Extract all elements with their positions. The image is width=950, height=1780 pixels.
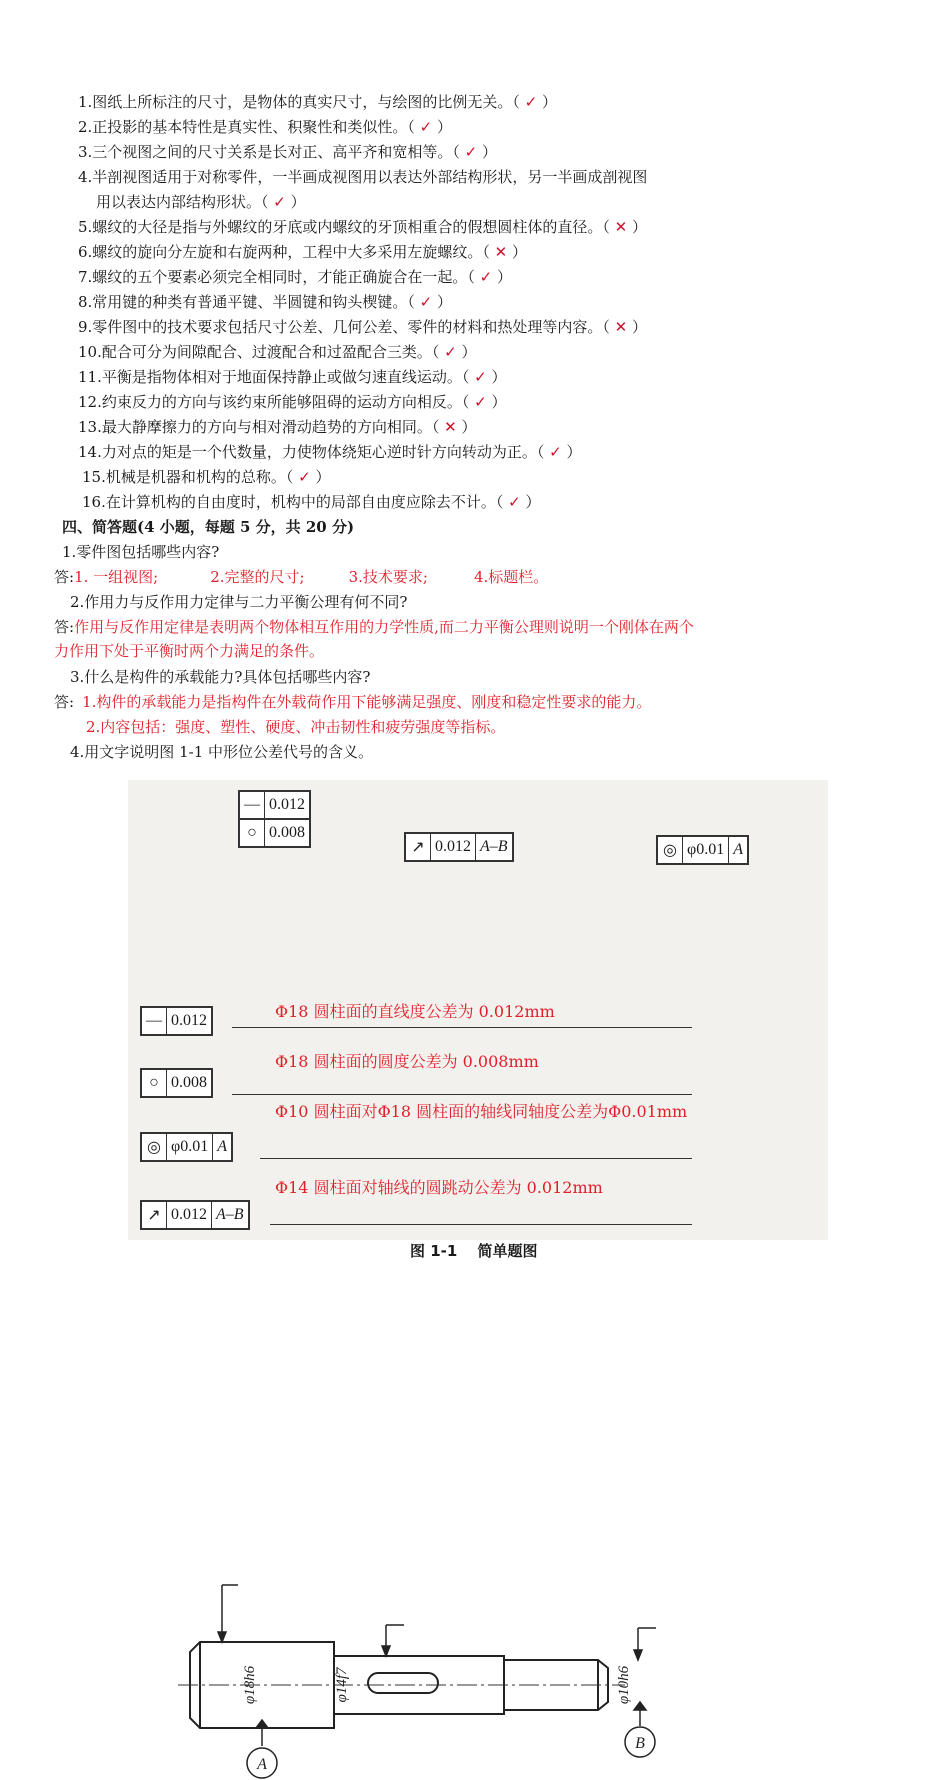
answer-frame-2	[140, 1068, 213, 1098]
answer-text-1: Φ18 圆柱面的直线度公差为 0.012mm	[275, 1002, 555, 1021]
datum-ref: A	[733, 841, 744, 858]
coaxiality-icon: ◎	[142, 1134, 167, 1160]
answer-1: 答:1. 一组视图; 2.完整的尺寸; 3.技术要求; 4.标题栏。	[54, 568, 549, 586]
tolerance-value: 0.008	[269, 824, 305, 841]
roundness-frame	[238, 818, 311, 848]
cross-mark-icon: ✕	[614, 218, 628, 236]
cross-mark-icon: ✕	[444, 418, 457, 436]
tolerance-value: 0.012	[269, 796, 305, 813]
tf-item-6: 6.螺纹的旋向分左旋和右旋两种，工程中大多采用左旋螺纹。（ ✕ ）	[78, 243, 527, 261]
tolerance-value: φ0.01	[167, 1134, 213, 1160]
roundness-icon: ○	[240, 820, 265, 846]
answer-frame-3	[140, 1132, 233, 1162]
tolerance-value: 0.012	[171, 1012, 207, 1029]
check-mark-icon: ✓	[444, 343, 457, 361]
tf-item-4: 4.半剖视图适用于对称零件，一半画成视图用以表达外部结构形状，另一半画成剖视图	[78, 168, 648, 186]
straightness-icon: —	[240, 792, 265, 818]
cross-mark-icon: ✕	[614, 318, 628, 336]
coaxiality-icon: ◎	[658, 837, 683, 863]
check-mark-icon: ✓	[464, 143, 478, 161]
tf-item-13: 13.最大静摩擦力的方向与相对滑动趋势的方向相同。（ ✕ ）	[78, 418, 477, 436]
coaxiality-frame	[656, 835, 749, 865]
tf-item-1: 1.图纸上所标注的尺寸，是物体的真实尺寸，与绘图的比例无关。（ ✓ ）	[78, 93, 557, 111]
tf-item-4-cont: 用以表达内部结构形状。（ ✓ ）	[96, 193, 306, 211]
answer-2: 答:作用与反作用定律是表明两个物体相互作用的力学性质,而二力平衡公理则说明一个刚体在两个	[54, 618, 694, 636]
answer-frame-1	[140, 1006, 213, 1036]
check-mark-icon: ✓	[419, 293, 433, 311]
dim-phi18h6: φ18h6	[242, 1665, 258, 1705]
tf-item-2: 2.正投影的基本特性是真实性、积聚性和类似性。（ ✓ ）	[78, 118, 452, 136]
check-mark-icon: ✓	[474, 368, 487, 386]
tolerance-value: 0.012	[431, 834, 476, 860]
datum-ref: A–B	[216, 1206, 244, 1223]
check-mark-icon: ✓	[479, 268, 493, 286]
cross-mark-icon: ✕	[494, 243, 508, 261]
question-1: 1.零件图包括哪些内容?	[62, 543, 220, 561]
answer-line-1	[232, 1027, 692, 1028]
tf-item-9: 9.零件图中的技术要求包括尺寸公差、几何公差、零件的材料和热处理等内容。（ ✕ ）	[78, 318, 647, 336]
question-3: 3.什么是构件的承载能力?具体包括哪些内容?	[70, 668, 371, 686]
check-mark-icon: ✓	[298, 468, 311, 486]
runout-icon: ↗	[406, 834, 431, 860]
answer-2-cont: 力作用下处于平衡时两个力满足的条件。	[54, 642, 325, 660]
answer-text-4: Φ14 圆柱面对轴线的圆跳动公差为 0.012mm	[275, 1178, 603, 1197]
datum-b-label: B	[635, 1735, 645, 1752]
runout-icon: ↗	[142, 1202, 167, 1228]
dim-phi10h6: φ10h6	[616, 1665, 632, 1705]
straightness-frame	[238, 790, 311, 820]
answer-line-2	[232, 1094, 692, 1095]
check-mark-icon: ✓	[273, 193, 286, 211]
tf-item-7: 7.螺纹的五个要素必须完全相同时，才能正确旋合在一起。（ ✓ ）	[78, 268, 512, 286]
roundness-icon: ○	[142, 1070, 167, 1096]
answer-text-3: Φ10 圆柱面对Φ18 圆柱面的轴线同轴度公差为Φ0.01mm	[275, 1102, 688, 1121]
tolerance-value: φ0.01	[683, 837, 729, 863]
datum-ref: A	[217, 1138, 228, 1155]
tf-item-11: 11.平衡是指物体相对于地面保持静止或做匀速直线运动。（ ✓ ）	[78, 368, 507, 386]
answer-3: 答: 1.构件的承载能力是指构件在外载荷作用下能够满足强度、刚度和稳定性要求的能力。	[54, 693, 652, 711]
answer-line-4	[270, 1224, 692, 1225]
tf-item-3: 3.三个视图之间的尺寸关系是长对正、高平齐和宽相等。（ ✓ ）	[78, 143, 497, 161]
question-2: 2.作用力与反作用力定律与二力平衡公理有何不同?	[70, 593, 408, 611]
check-mark-icon: ✓	[419, 118, 433, 136]
datum-ref: A–B	[480, 838, 508, 855]
answer-text-2: Φ18 圆柱面的圆度公差为 0.008mm	[275, 1052, 539, 1071]
tf-item-8: 8.常用键的种类有普通平键、半圆键和钩头楔键。（ ✓ ）	[78, 293, 452, 311]
tf-item-16: 16.在计算机构的自由度时，机构中的局部自由度应除去不计。（ ✓ ）	[82, 493, 541, 511]
tf-item-15: 15.机械是机器和机构的总称。（ ✓ ）	[82, 468, 331, 486]
dim-phi14f7: φ14f7	[334, 1667, 350, 1703]
datum-a-label: A	[257, 1756, 267, 1773]
answer-line-3	[260, 1158, 692, 1159]
question-4: 4.用文字说明图 1-1 中形位公差代号的含义。	[70, 743, 374, 761]
check-mark-icon: ✓	[524, 93, 538, 111]
check-mark-icon: ✓	[508, 493, 521, 511]
tolerance-value: 0.008	[171, 1074, 207, 1091]
answer-3-cont: 2.内容包括：强度、塑性、硬度、冲击韧性和疲劳强度等指标。	[86, 718, 506, 736]
check-mark-icon: ✓	[549, 443, 562, 461]
straightness-icon: —	[142, 1008, 167, 1034]
runout-frame	[404, 832, 514, 862]
answer-frame-4	[140, 1200, 250, 1230]
check-mark-icon: ✓	[474, 393, 487, 411]
tf-item-14: 14.力对点的矩是一个代数量，力使物体绕矩心逆时针方向转动为正。（ ✓ ）	[78, 443, 582, 461]
tolerance-value: 0.012	[167, 1202, 212, 1228]
tf-item-10: 10.配合可分为间隙配合、过渡配合和过盈配合三类。（ ✓ ）	[78, 343, 477, 361]
tf-item-12: 12.约束反力的方向与该约束所能够阻碍的运动方向相反。（ ✓ ）	[78, 393, 507, 411]
figure-caption: 图 1-1 简单题图	[410, 1242, 538, 1260]
section-heading: 四、简答题(4 小题，每题 5 分，共 20 分)	[62, 518, 355, 536]
tf-item-5: 5.螺纹的大径是指与外螺纹的牙底或内螺纹的牙顶相重合的假想圆柱体的直径。（ ✕ ）	[78, 218, 647, 236]
shaft-drawing	[0, 780, 950, 1780]
